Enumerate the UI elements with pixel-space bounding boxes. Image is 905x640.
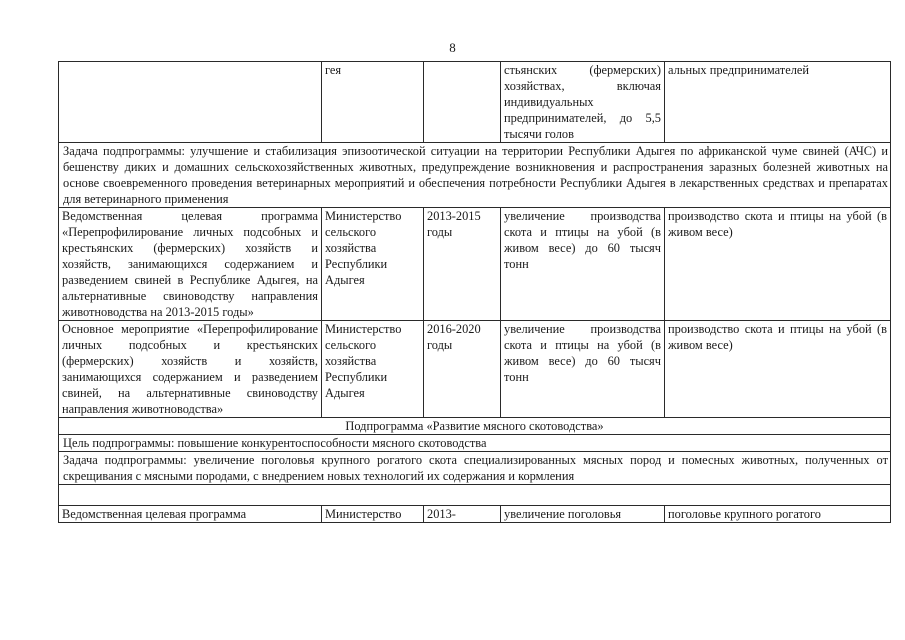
cell-indicator: производство скота и птицы на убой (в живом весе) (665, 321, 891, 418)
cell-indicator: производство скота и птицы на убой (в живом весе) (665, 208, 891, 321)
table-row-departmental-program (59, 506, 891, 523)
cell-result: увеличение поголовья (501, 506, 665, 523)
cell-period (424, 62, 501, 143)
table-row-departmental-program (59, 208, 891, 321)
cell-event-name: Основное мероприятие «Перепрофилирование личных подсобных и крестьянских (фермерских) хозяйств и хозяйств, занимающихся содержанием и разведением свиней, на альтернативные свиноводству направления животноводства» (59, 321, 322, 418)
cell-executor: Министерство (322, 506, 424, 523)
cell-executor: Министерство сельского хозяйства Республики Адыгея (322, 208, 424, 321)
cell-period: 2013-2015 годы (424, 208, 501, 321)
cell-event-name: Ведомственная целевая программа «Перепрофилирование личных подсобных и крестьянских (фермерских) хозяйств и хозяйств, занимающихся содержанием и разведением свиней в Республике Адыгея, на альтернативные свиноводству направления животноводства на 2013-2015 годы» (59, 208, 322, 321)
subprogram-task-text: Задача подпрограммы: увеличение поголовья крупного рогатого скота специализированных мясных пород и помесных животных, полученных от скрещивания с мясными породами, с внедрением новых технологий их содержания и кормления (59, 452, 891, 485)
cell-event-name (59, 62, 322, 143)
table-row-continuation (59, 62, 891, 143)
table-row-task (59, 452, 891, 485)
table-row-spacer (59, 485, 891, 506)
blank-spacer (59, 485, 891, 506)
subprogram-goal-text: Цель подпрограммы: повышение конкурентоспособности мясного скотоводства (59, 435, 891, 452)
cell-result: увеличение производства скота и птицы на убой (в живом весе) до 60 тысяч тонн (501, 321, 665, 418)
cell-executor: гея (322, 62, 424, 143)
page-number: 8 (449, 40, 456, 55)
subprogram-task-text: Задача подпрограммы: улучшение и стабилизация эпизоотической ситуации на территории Республики Адыгея по африканской чуме свиней (АЧС) и бешенству диких и домашних сельскохозяйственных животных, предупреждение возникновения и распространения заразных болезней животных на основе своевременного проведения ветеринарных мероприятий и обеспечения потребности Республики Адыгея в лекарственных средствах и препаратах для ветеринарного применения (59, 143, 891, 208)
program-table (58, 61, 891, 523)
cell-result: стьянских (фермерских) хозяйствах, включая индивидуальных предпринимателей, до 5,5 тысячи голов (501, 62, 665, 143)
cell-event-name: Ведомственная целевая программа (59, 506, 322, 523)
cell-result: увеличение производства скота и птицы на убой (в живом весе) до 60 тысяч тонн (501, 208, 665, 321)
cell-indicator: альных предпринимателей (665, 62, 891, 143)
cell-indicator: поголовье крупного рогатого (665, 506, 891, 523)
cell-executor: Министерство сельского хозяйства Республики Адыгея (322, 321, 424, 418)
cell-period: 2016-2020 годы (424, 321, 501, 418)
table-row-main-event (59, 321, 891, 418)
subprogram-title: Подпрограмма «Развитие мясного скотоводства» (59, 418, 891, 435)
table-row-subprogram-heading (59, 418, 891, 435)
table-row-task (59, 143, 891, 208)
table-row-goal (59, 435, 891, 452)
cell-period: 2013- (424, 506, 501, 523)
